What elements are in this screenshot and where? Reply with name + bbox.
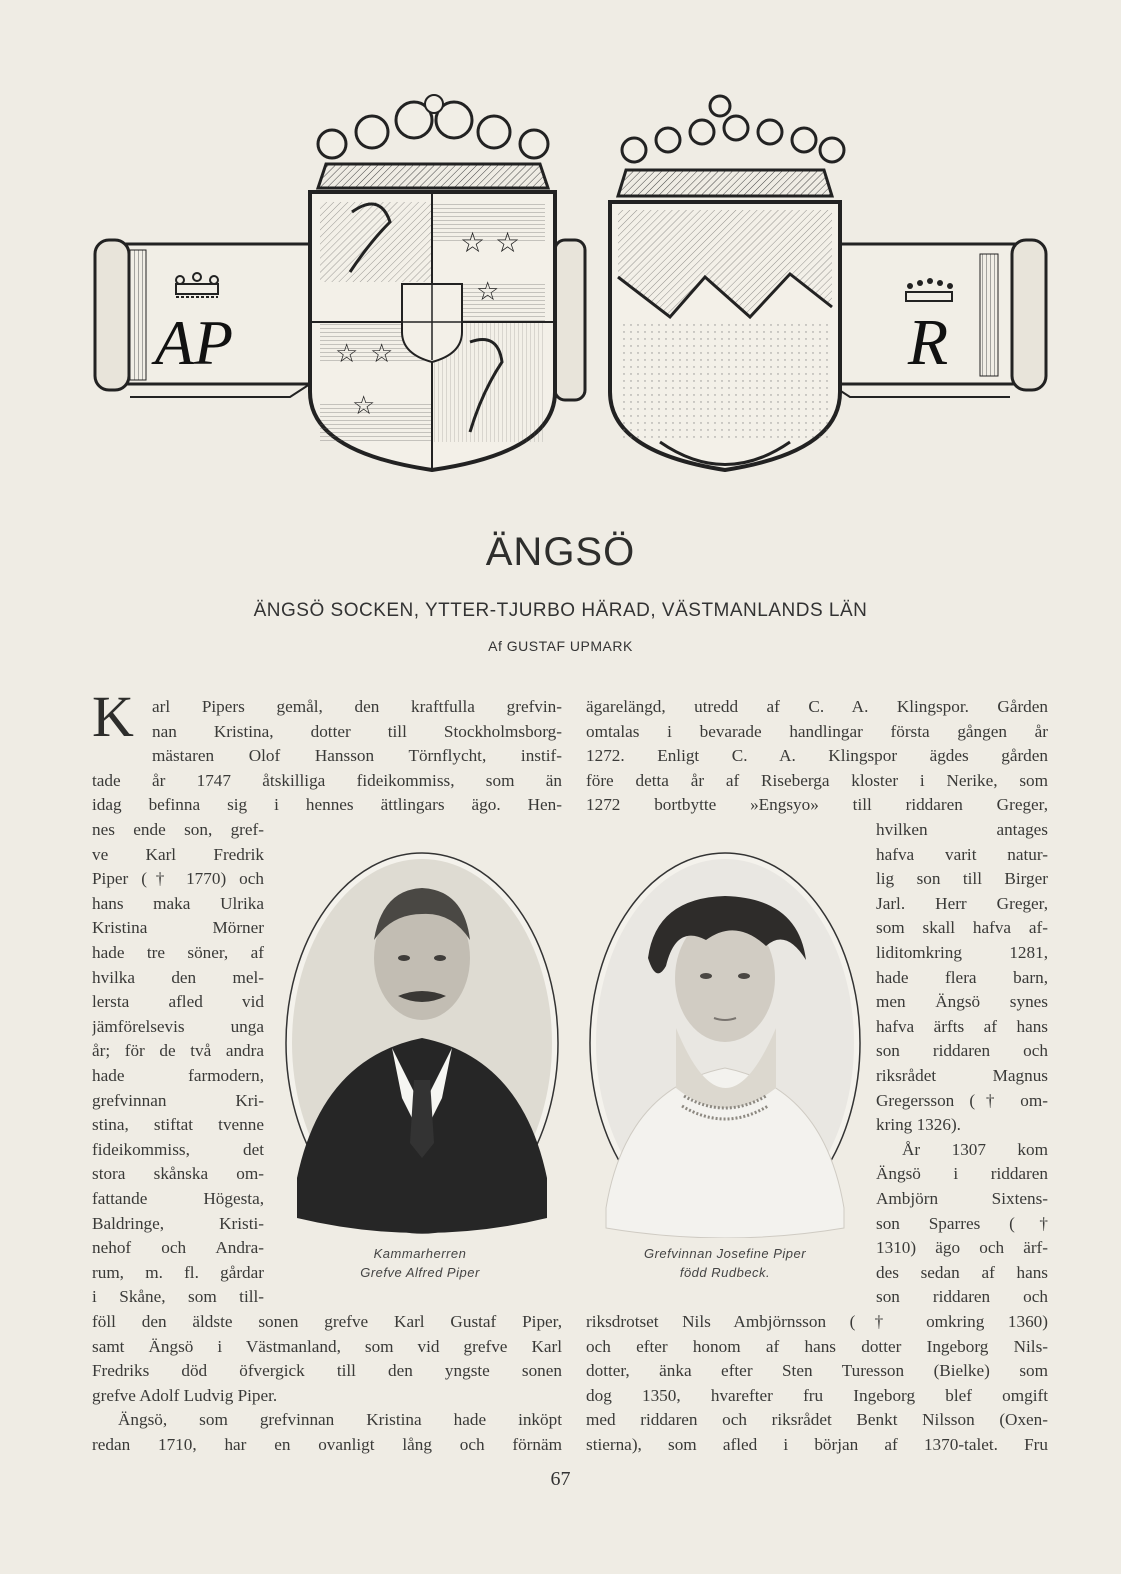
scroll-banner: [95, 240, 1046, 400]
portrait-left-caption-line2: Grefve Alfred Piper: [360, 1265, 480, 1280]
text-line: hans maka Ulrika: [92, 893, 264, 913]
coat-of-arms-header: [90, 92, 1050, 477]
text-line: nehof och Andra-: [92, 1238, 264, 1258]
text-line: hade flera barn,: [876, 967, 1048, 987]
text-line: nan Kristina, dotter till Stockholmsborg-: [152, 721, 562, 741]
text-line: hade farmodern,: [92, 1066, 264, 1085]
svg-text:☆: ☆: [495, 228, 521, 259]
text-line: nes ende son, gref-: [92, 820, 264, 839]
text-line: i Skåne, som till-: [92, 1287, 264, 1307]
text-line: jämförelsevis unga: [92, 1016, 264, 1036]
svg-text:☆: ☆: [476, 277, 500, 306]
text-line: Baldringe, Kristi-: [92, 1213, 264, 1233]
text-line: son riddaren och: [876, 1041, 1048, 1061]
text-line: hvilka den mel-: [92, 967, 264, 987]
text-line: Jarl. Herr Greger,: [876, 893, 1048, 913]
page-number: 67: [550, 1468, 571, 1490]
text-line: hafva ärfts af hans: [876, 1016, 1048, 1036]
text-line: Fredriks död öfvergick till den yngste sonen: [92, 1361, 562, 1381]
text-line: Piper († 1770) och: [92, 869, 264, 889]
text-line: Ängsö i riddaren: [876, 1164, 1048, 1184]
shield-left-icon: [310, 192, 555, 470]
text-line: mästaren Olof Hansson Törnflycht, instif-: [152, 746, 562, 766]
crown-left-icon: [318, 95, 548, 188]
text-line: hafva varit natur-: [876, 844, 1048, 864]
text-line: stierna), som afled i början af 1370-talet. Fru: [586, 1435, 1048, 1454]
text-line: tade år 1747 åtskilliga fideikommiss, som än: [92, 770, 562, 790]
svg-text:☆: ☆: [335, 339, 359, 368]
svg-text:☆: ☆: [352, 391, 376, 420]
text-line: liditomkring 1281,: [876, 943, 1048, 962]
text-line: som skall hafva af-: [876, 918, 1048, 938]
text-line: Kristina Mörner: [92, 918, 264, 938]
page-title: ÄNGSÖ: [485, 530, 636, 574]
text-line: ägarelängd, utredd af C. A. Klingspor. Gården: [586, 697, 1048, 716]
text-line: 1310) ägo och ärf-: [876, 1238, 1048, 1258]
portrait-left: [282, 848, 562, 1238]
svg-text:☆: ☆: [370, 339, 394, 368]
text-line: 1272. Enligt C. A. Klingspor ägdes gården: [586, 746, 1048, 766]
text-line: stora skånska om-: [92, 1164, 264, 1184]
text-line: stina, stiftat tvenne: [92, 1115, 264, 1135]
text-line: redan 1710, har en ovanligt lång och förnäm: [92, 1435, 562, 1454]
text-line: med riddaren och riksrådet Benkt Nilsson (Oxen-: [586, 1410, 1048, 1430]
text-line: Gregersson († om-: [876, 1090, 1048, 1110]
author-line: Af GUSTAF UPMARK: [488, 638, 633, 654]
text-line: omtalas i bevarade handlingar första gången år: [586, 721, 1048, 741]
portrait-right-caption: [610, 1244, 840, 1282]
portrait-right-caption-line2: född Rudbeck.: [679, 1265, 771, 1280]
portrait-left-caption-line1: Kammarherren: [373, 1246, 467, 1261]
text-line: grefvinnan Kri-: [92, 1090, 264, 1110]
text-line: föll den äldste sonen grefve Karl Gustaf Piper,: [92, 1312, 562, 1331]
svg-text:☆: ☆: [460, 228, 486, 259]
shield-right-icon: [610, 202, 840, 470]
drop-cap: K: [92, 684, 134, 749]
monogram-left-text: AP: [154, 307, 234, 378]
text-line: 1272 bortbytte »Engsyo» till riddaren Greger,: [586, 795, 1048, 815]
text-line: idag befinna sig i hennes ättlingars ägo. Hen-: [92, 795, 562, 815]
text-line: riksdrotset Nils Ambjörnsson († omkring 1360): [586, 1312, 1048, 1331]
text-line: år; för de två andra: [92, 1041, 264, 1061]
text-line: kring 1326).: [876, 1115, 961, 1135]
text-line: son riddaren och: [876, 1287, 1048, 1307]
text-line: son Sparres (†: [876, 1213, 1048, 1233]
text-line: arl Pipers gemål, den kraftfulla grefvin-: [152, 697, 562, 716]
text-line: dog 1350, hvarefter fru Ingeborg blef omgift: [586, 1385, 1048, 1405]
text-line: och efter honom af hans dotter Ingeborg Nils-: [586, 1336, 1048, 1356]
monogram-right-text: R: [907, 306, 949, 379]
text-line: före detta år af Riseberga kloster i Nerike, som: [586, 770, 1048, 790]
text-line: ve Karl Fredrik: [92, 844, 264, 864]
text-line: fattande Högesta,: [92, 1189, 264, 1208]
text-line: rum, m. fl. gårdar: [92, 1262, 264, 1282]
text-line: samt Ängsö i Västmanland, som vid grefve Karl: [92, 1336, 562, 1356]
text-line: des sedan af hans: [876, 1262, 1048, 1282]
text-line: grefve Adolf Ludvig Piper.: [92, 1385, 278, 1405]
text-line: Ambjörn Sixtens-: [876, 1189, 1048, 1208]
text-line: År 1307 kom: [902, 1139, 1048, 1159]
text-line: hade tre söner, af: [92, 943, 264, 962]
portrait-right-caption-line1: Grefvinnan Josefine Piper: [643, 1246, 807, 1261]
text-line: dotter, änka efter Sten Turesson (Bielke) som: [586, 1361, 1048, 1381]
text-line: lig son till Birger: [876, 869, 1048, 889]
text-line: hvilken antages: [876, 820, 1048, 839]
crown-right-icon: [618, 96, 844, 196]
text-line: riksrådet Magnus: [876, 1066, 1048, 1085]
portrait-right: [586, 848, 864, 1238]
text-line: Ängsö, som grefvinnan Kristina hade inköpt: [118, 1410, 562, 1430]
portrait-left-caption: [320, 1244, 520, 1282]
text-line: fideikommiss, det: [92, 1139, 264, 1159]
text-line: men Ängsö synes: [876, 992, 1048, 1012]
text-line: lersta afled vid: [92, 992, 264, 1012]
page-subtitle: ÄNGSÖ SOCKEN, YTTER-TJURBO HÄRAD, VÄSTMANLANDS LÄN: [253, 600, 868, 621]
